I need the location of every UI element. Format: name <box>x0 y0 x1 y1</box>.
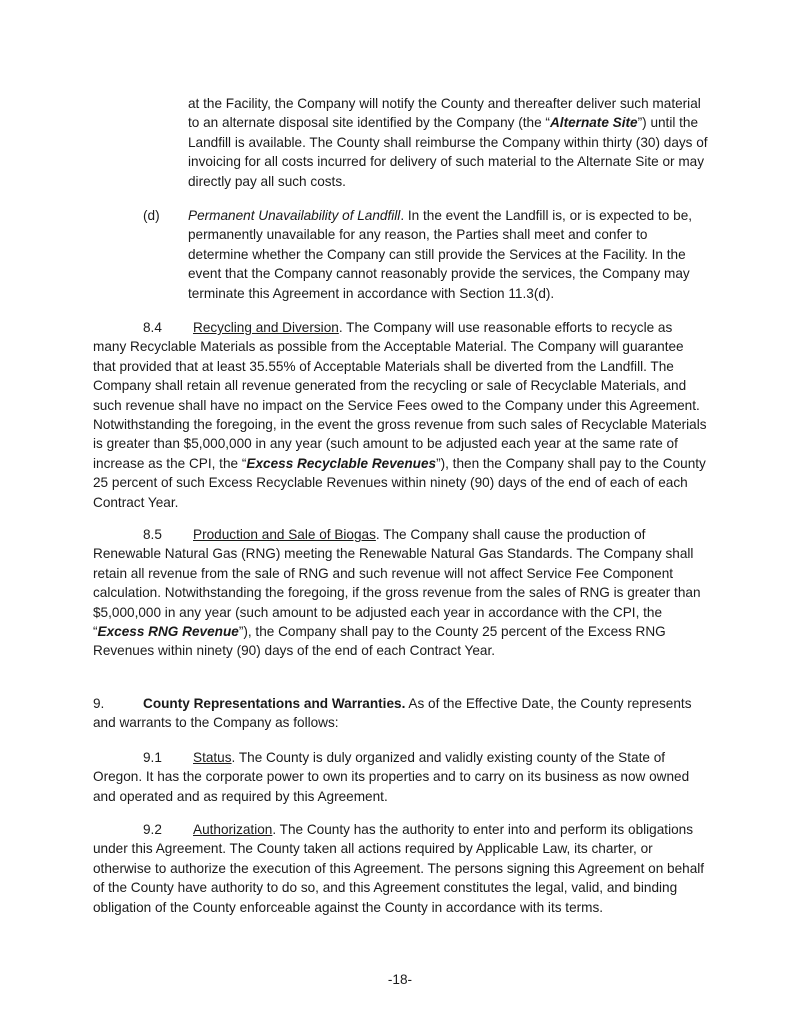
section-9-1-heading: Status <box>193 750 232 765</box>
section-8-4-heading: Recycling and Diversion <box>193 320 339 335</box>
section-8-4-number: 8.4 <box>143 320 162 335</box>
section-9-1-body: . The County is duly organized and validly existing county of the State of Oregon. It has the corporate power to own its properties and to carry on its business as now owned and operated and as required by this Agreement. <box>93 750 690 804</box>
section-8-5-heading: Production and Sale of Biogas <box>193 527 376 542</box>
section-8-5-text-end: ”), the Company shall pay to the County 25 percent of the Excess RNG Revenues within ninety (90) days of the end of each Contract Year. <box>93 624 666 659</box>
section-9-1-number: 9.1 <box>143 750 162 765</box>
section-8-5-number: 8.5 <box>143 527 162 542</box>
continuation-text-start: at the Facility, the Company will notify the County and thereafter deliver such material to an alternate disposal site identified by the Company (the “ <box>188 96 701 131</box>
section-8-4-paragraph <box>93 318 709 512</box>
section-9-1-paragraph <box>93 748 709 806</box>
continuation-text-end: ”) until the Landfill is available. The County shall reimburse the Company within thirty (30) days of invoicing for all costs incurred for delivery of such material to the Alternate Site or may directly pay all such costs. <box>188 115 708 189</box>
item-d-title: Permanent Unavailability of Landfill <box>188 208 401 223</box>
item-d-marker: (d) <box>143 208 160 223</box>
section-9-2-paragraph <box>93 820 709 917</box>
defined-term-excess-rng-revenue: Excess RNG Revenue <box>97 624 239 640</box>
defined-term-alternate-site: Alternate Site <box>549 115 638 131</box>
section-8-4-text-start: . The Company will use reasonable efforts to recycle as many Recyclable Materials as possible from the Acceptable Material. The Company will guarantee that provided that at least 35.55% of Acceptable Materials shall be diverted from the Landfill. The Company shall retain all revenue generated from the recycling or sale of Recyclable Materials, and such revenue shall have no impact on the Service Fees owed to the Company under this Agreement. Notwithstanding the foregoing, in the event the gross revenue from such sales of Recyclable Materials is greater than $5,000,000 in any year (such amount to be adjusted each year at the same rate of increase as the CPI, the “ <box>93 320 707 471</box>
section-9-2-body: . The County has the authority to enter into and perform its obligations under this Agreement. The County taken all actions required by Applicable Law, its charter, or otherwise to authorize the execution of this Agreement. The persons signing this Agreement on behalf of the County have authority to do so, and this Agreement constitutes the legal, valid, and binding obligation of the County enforceable against the County in accordance with its terms. <box>93 822 705 915</box>
section-9-paragraph <box>93 694 709 733</box>
section-8-5-text-start: . The Company shall cause the production of Renewable Natural Gas (RNG) meeting the Renewable Natural Gas Standards. The Company shall retain all revenue from the sale of RNG and such revenue will not affect Service Fee Component calculation. Notwithstanding the foregoing, if the gross revenue from the sales of RNG is greater than $5,000,000 in any year (such amount to be adjusted each year in accordance with the CPI, the “ <box>93 527 701 640</box>
page-number: -18- <box>387 972 413 987</box>
continuation-paragraph <box>188 94 708 191</box>
defined-term-excess-recyclable-revenues: Excess Recyclable Revenues <box>246 455 437 471</box>
section-9-heading: County Representations and Warranties. <box>143 696 406 711</box>
section-9-body: As of the Effective Date, the County represents and warrants to the Company as follows: <box>93 696 692 731</box>
section-8-4-text-end: ”), then the Company shall pay to the County 25 percent of such Excess Recyclable Revenues within ninety (90) days of the end of each of each Contract Year. <box>93 455 706 510</box>
section-9-2-heading: Authorization <box>193 822 273 837</box>
section-8-5-paragraph <box>93 525 709 661</box>
item-d-paragraph <box>188 206 708 303</box>
item-d-body: . In the event the Landfill is, or is expected to be, permanently unavailable for any reason, the Parties shall meet and confer to determine whether the Company can still provide the Services at the Facility. In the event that the Company cannot reasonably provide the services, the Company may terminate this Agreement in accordance with Section 11.3(d). <box>188 208 693 301</box>
section-9-number: 9. <box>93 696 105 711</box>
section-9-2-number: 9.2 <box>143 822 162 837</box>
